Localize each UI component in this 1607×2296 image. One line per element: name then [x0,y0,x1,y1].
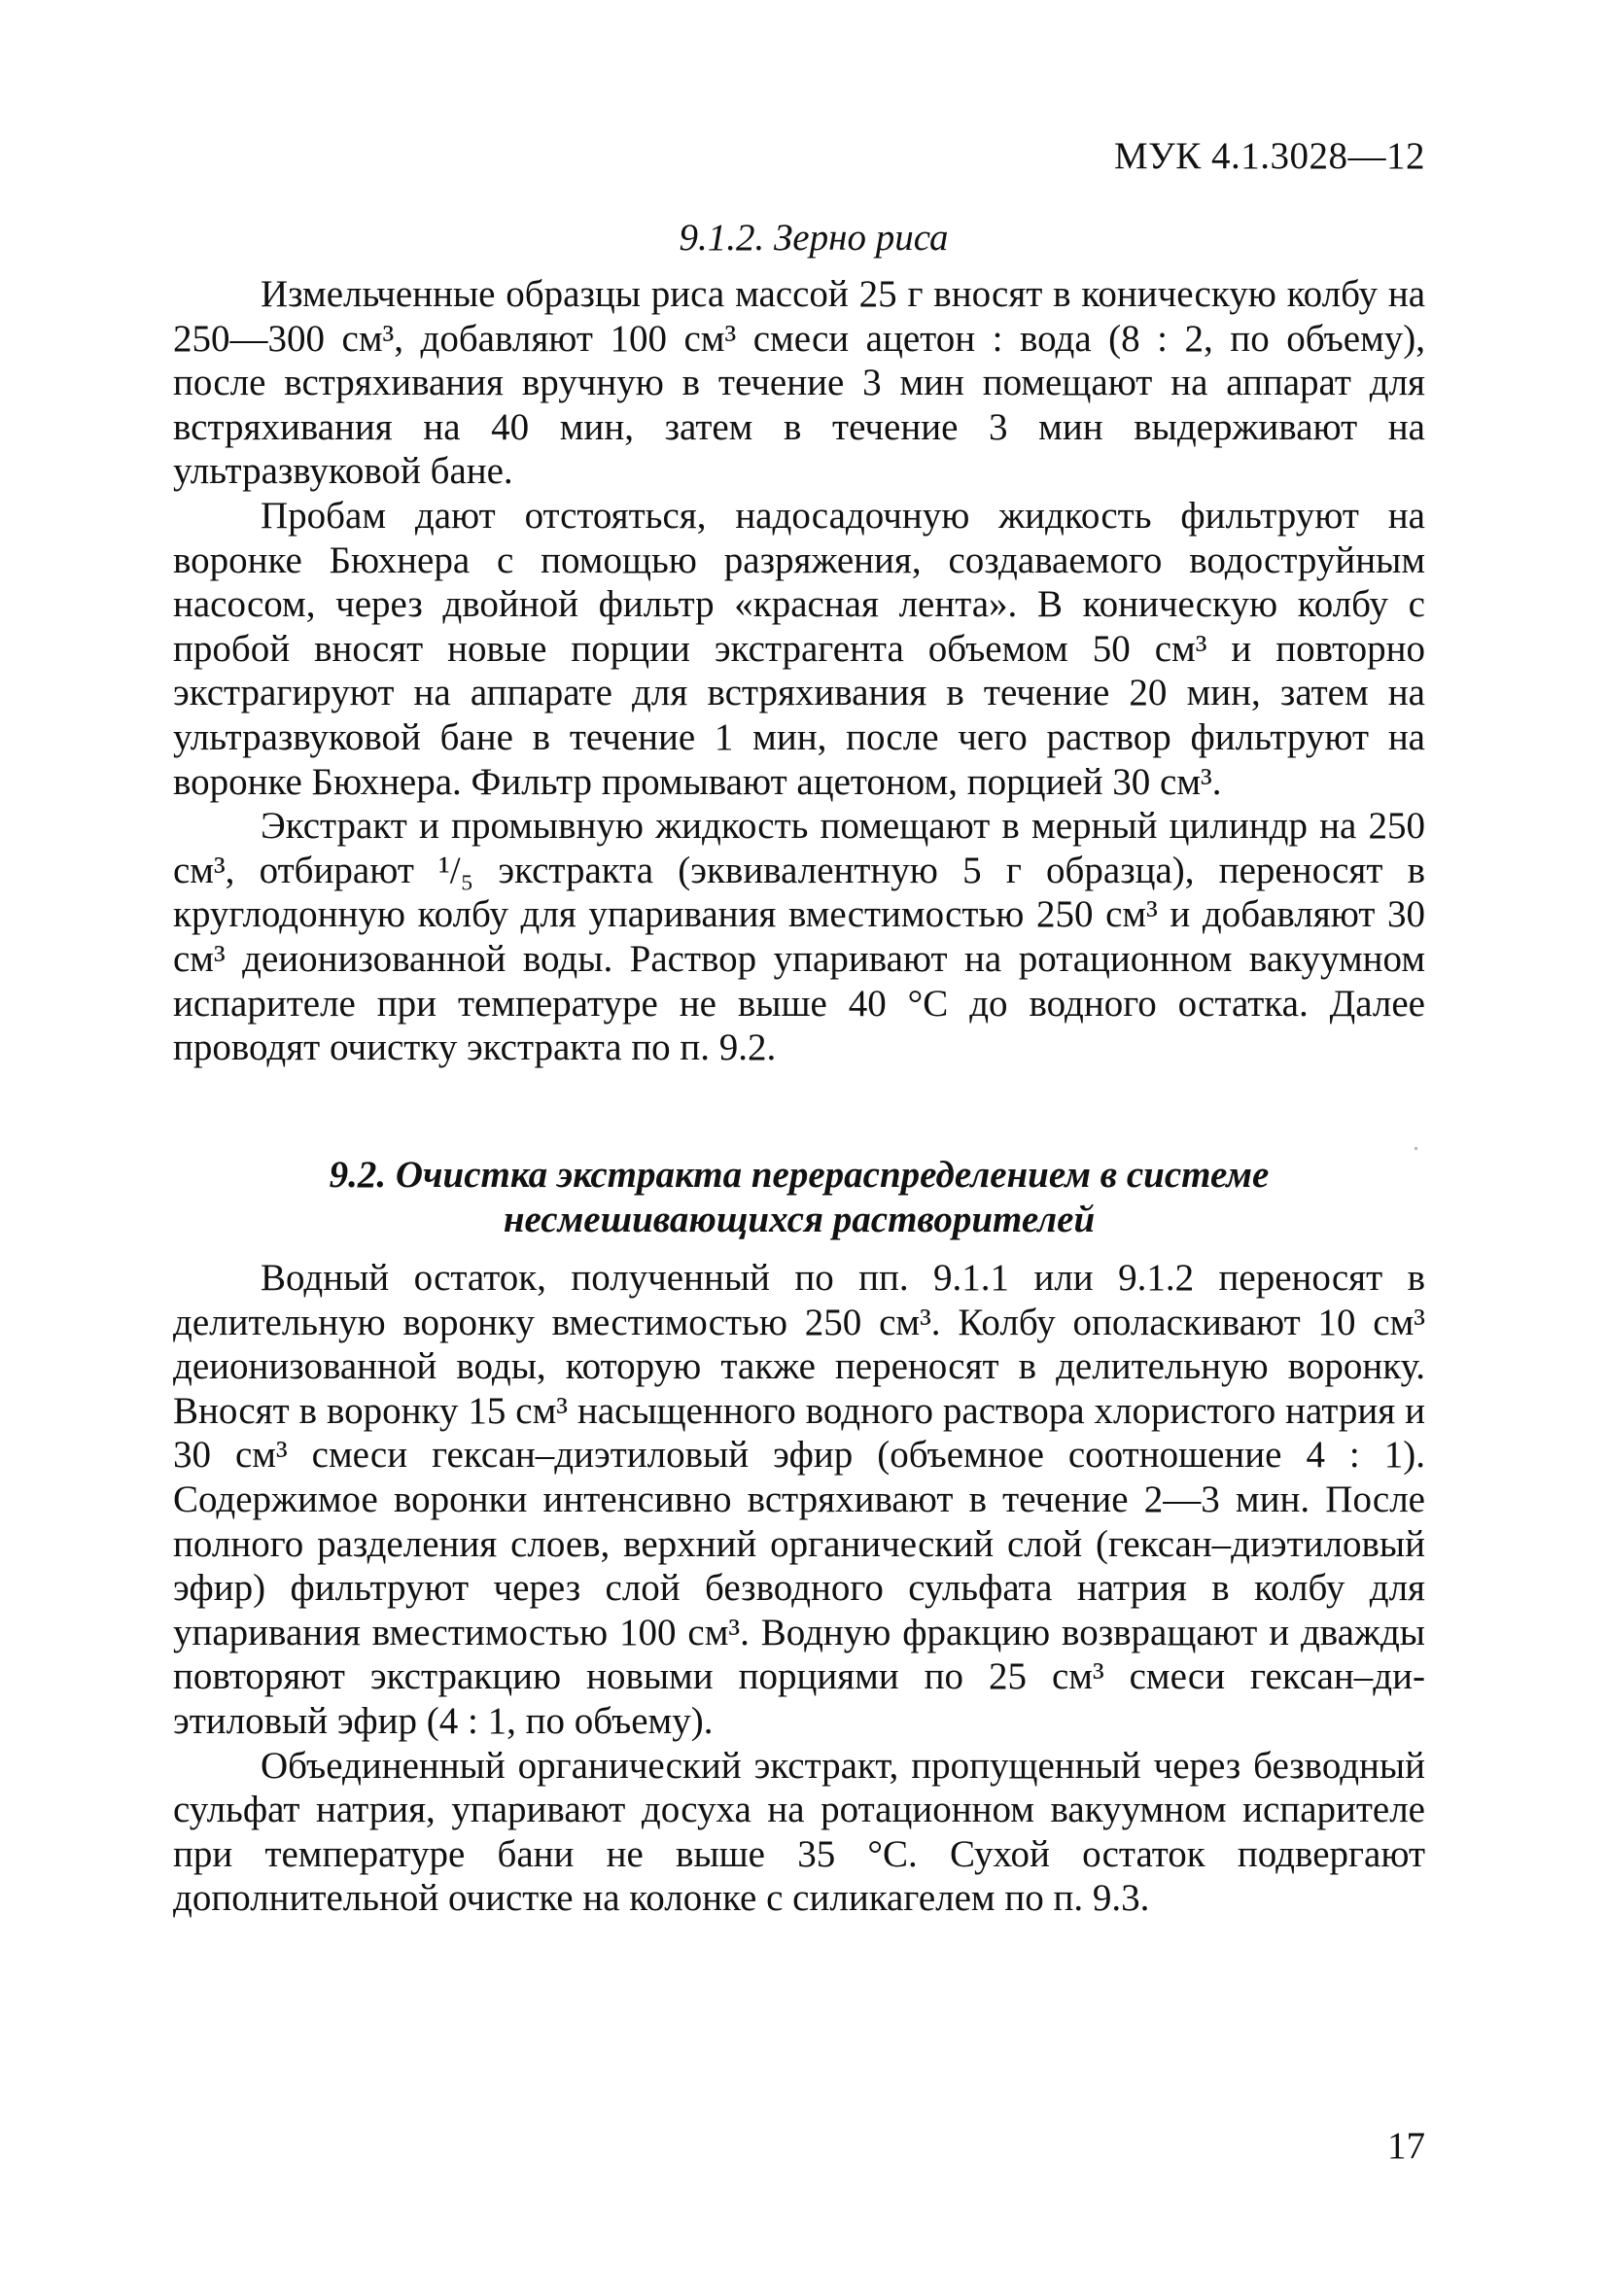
paragraph-rice-sample: Измельченные образцы риса массой 25 г вносят в коническую колбу на 250—300 см³, добавляют 100 см³ смеси ацетон : вода (8 : 2, по объему), после встряхивания вручную в течение 3 мин помещают на аппарат для встряхивания на 40 мин, затем в течение 3 мин выдерживают на ультразвуковой бане. [173,273,1425,493]
section-title-9-1-2: 9.1.2. Зерно риса [679,217,949,259]
document-code-header: МУК 4.1.3028—12 [1113,135,1425,177]
page-number: 17 [1387,2125,1425,2167]
paragraph-settling-filtration: Пробам дают отстояться, надосадочную жидкость фильтруют на воронке Бюхнера с помощью разряжения, создаваемого водоструйным насосом, через двойной фильтр «красная лента». В коническую колбу с пробой вносят новые порции экстрагента объемом 50 см³ и повторно экстрагируют на аппарате для встряхивания в течение 20 мин, затем на ультразвуковой бане в течение 1 мин, после чего раствор фильтруют на воронке Бюхнера. Фильтр промывают ацетоном, порцией 30 см³. [173,494,1425,803]
scan-speck [1415,1147,1417,1150]
section-title-9-2-line-1: 9.2. Очистка экстракта перераспределением в системе [329,1154,1270,1196]
paragraph-partition-extraction: Водный остаток, полученный по пп. 9.1.1 или 9.1.2 переносят в делительную воронку вместимостью 250 см³. Колбу ополаскивают 10 см³ деионизованной воды, которую также переносят в делительную воронку. Вносят в воронку 15 см³ насыщенного водного раствора хлористого натрия и 30 см³ смеси гексан–диэтиловый эфир (объемное соотношение 4 : 1). Содержимое воронки интенсивно встряхивают в течение 2—3 мин. После полного разделения слоев, верхний органический слой (гексан–диэтиловый эфир) фильтруют через слой безводного сульфата натрия в колбу для упаривания вместимостью 100 см³. Водную фракцию возвращают и дважды повторяют экстракцию новыми порциями по 25 см³ смеси гексан–диэтиловый эфир (4 : 1, по объему). [173,1257,1425,1742]
section-9-2 [173,1153,1425,1921]
paragraph-extract-evaporation: Экстракт и промывную жидкость помещают в мерный цилиндр на 250 см³, отбирают ¹/₅ экстракта (эквивалентную 5 г образца), переносят в круглодонную колбу для упаривания вместимостью 250 см³ и добавляют 30 см³ деионизованной воды. Раствор упаривают на ротационном вакуумном испарителе при температуре не выше 40 °С до водного остатка. Далее проводят очистку экстракта по п. 9.2. [173,805,1425,1069]
section-9-1-2 [173,216,1425,1070]
section-title-9-2-line-2: несмешивающихся растворителей [503,1199,1096,1240]
paragraph-combined-extract: Объединенный органический экстракт, пропущенный через безводный сульфат натрия, упаривают досуха на ротационном вакуумном испарителе при температуре бани не выше 35 °С. Сухой остаток подвергают дополнительной очистке на колонке с силикагелем по п. 9.3. [173,1744,1425,1920]
